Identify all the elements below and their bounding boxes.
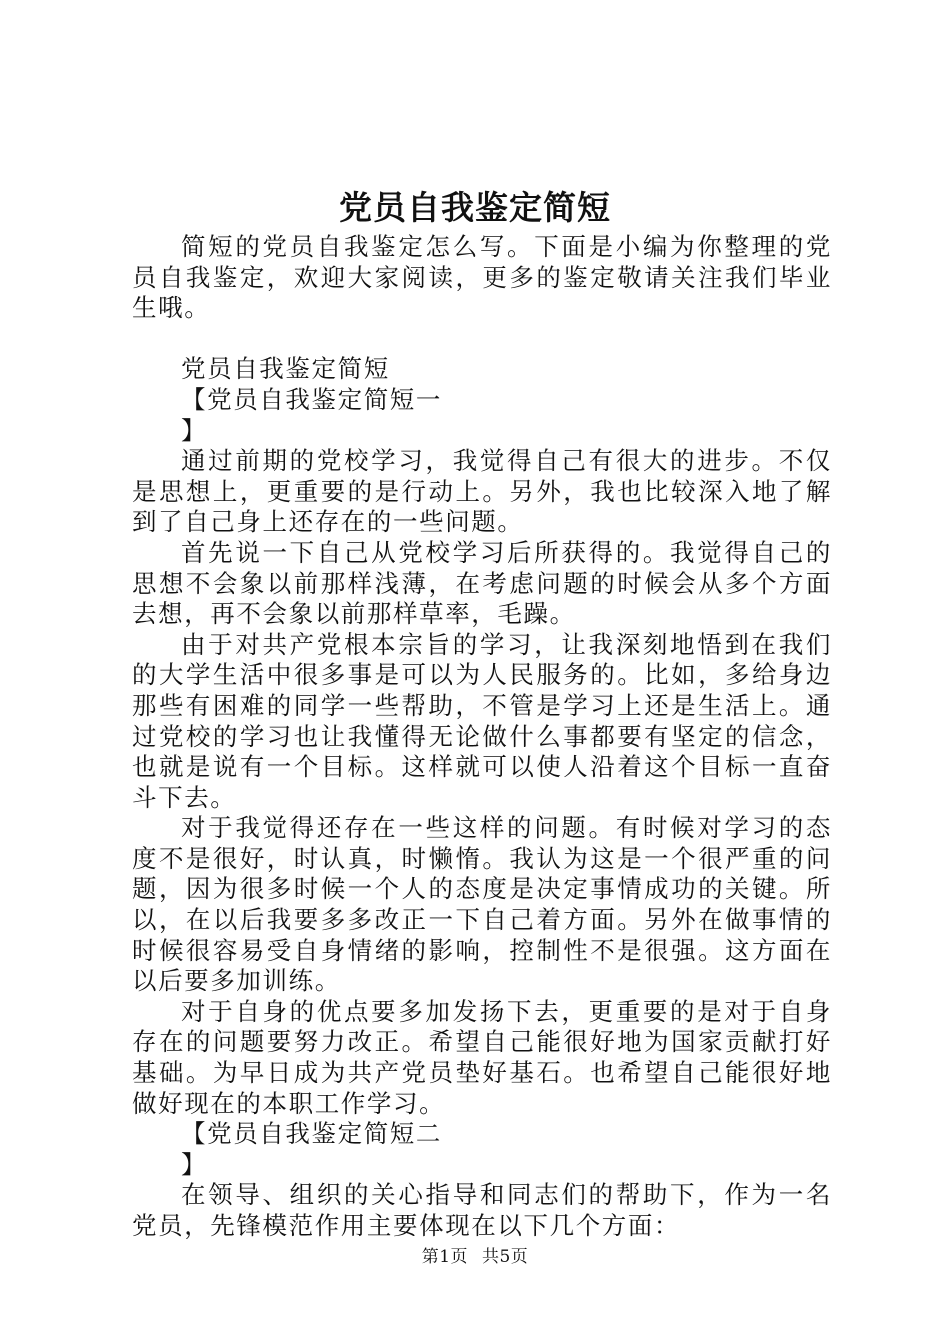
section-heading-1: 【党员自我鉴定简短一 bbox=[181, 384, 442, 414]
body-paragraph: 对于我觉得还存在一些这样的问题。有时候对学习的态度不是很好，时认真，时懒惰。我认为这是一个很严重的问题，因为很多时候一个人的态度是决定事情成功的关键。所以，在以后我要多多改正一下自己着方面。另外在做事情的时候很容易受自身情绪的影响，控制性不是很强。这方面在以后要多加训练。 bbox=[132, 813, 832, 996]
page-total: 共5页 bbox=[481, 1247, 529, 1267]
section-heading-1-close: 】 bbox=[181, 415, 208, 445]
body-paragraph: 对于自身的优点要多加发扬下去，更重要的是对于自身存在的问题要努力改正。希望自己能很好地为国家贡献打好基础。为早日成为共产党员垫好基石。也希望自己能很好地做好现在的本职工作学习。 bbox=[132, 996, 832, 1118]
body-paragraph: 首先说一下自己从党校学习后所获得的。我觉得自己的思想不会象以前那样浅薄，在考虑问题的时候会从多个方面去想，再不会象以前那样草率，毛躁。 bbox=[132, 537, 832, 629]
body-paragraph: 由于对共产党根本宗旨的学习，让我深刻地悟到在我们的大学生活中很多事是可以为人民服务的。比如，多给身边那些有困难的同学一些帮助，不管是学习上还是生活上。通过党校的学习也让我懂得无论做什么事都要有坚定的信念，也就是说有一个目标。这样就可以使人沿着这个目标一直奋斗下去。 bbox=[132, 629, 832, 812]
page-number: 第1页 bbox=[421, 1247, 469, 1267]
page-footer bbox=[0, 1242, 950, 1267]
section-heading-2: 【党员自我鉴定简短二 bbox=[181, 1119, 442, 1149]
blank-line bbox=[132, 324, 832, 355]
section-heading-2-close: 】 bbox=[181, 1149, 208, 1179]
document-body bbox=[132, 232, 832, 1242]
document-title: 党员自我鉴定简短 bbox=[339, 188, 611, 227]
intro-paragraph: 简短的党员自我鉴定怎么写。下面是小编为你整理的党员自我鉴定，欢迎大家阅读，更多的鉴定敬请关注我们毕业生哦。 bbox=[132, 232, 832, 323]
body-paragraph: 通过前期的党校学习，我觉得自己有很大的进步。不仅是思想上，更重要的是行动上。另外，我也比较深入地了解到了自己身上还存在的一些问题。 bbox=[132, 446, 832, 537]
subtitle: 党员自我鉴定简短 bbox=[181, 354, 390, 384]
body-paragraph: 在领导、组织的关心指导和同志们的帮助下，作为一名党员，先锋模范作用主要体现在以下几个方面： bbox=[132, 1180, 832, 1240]
